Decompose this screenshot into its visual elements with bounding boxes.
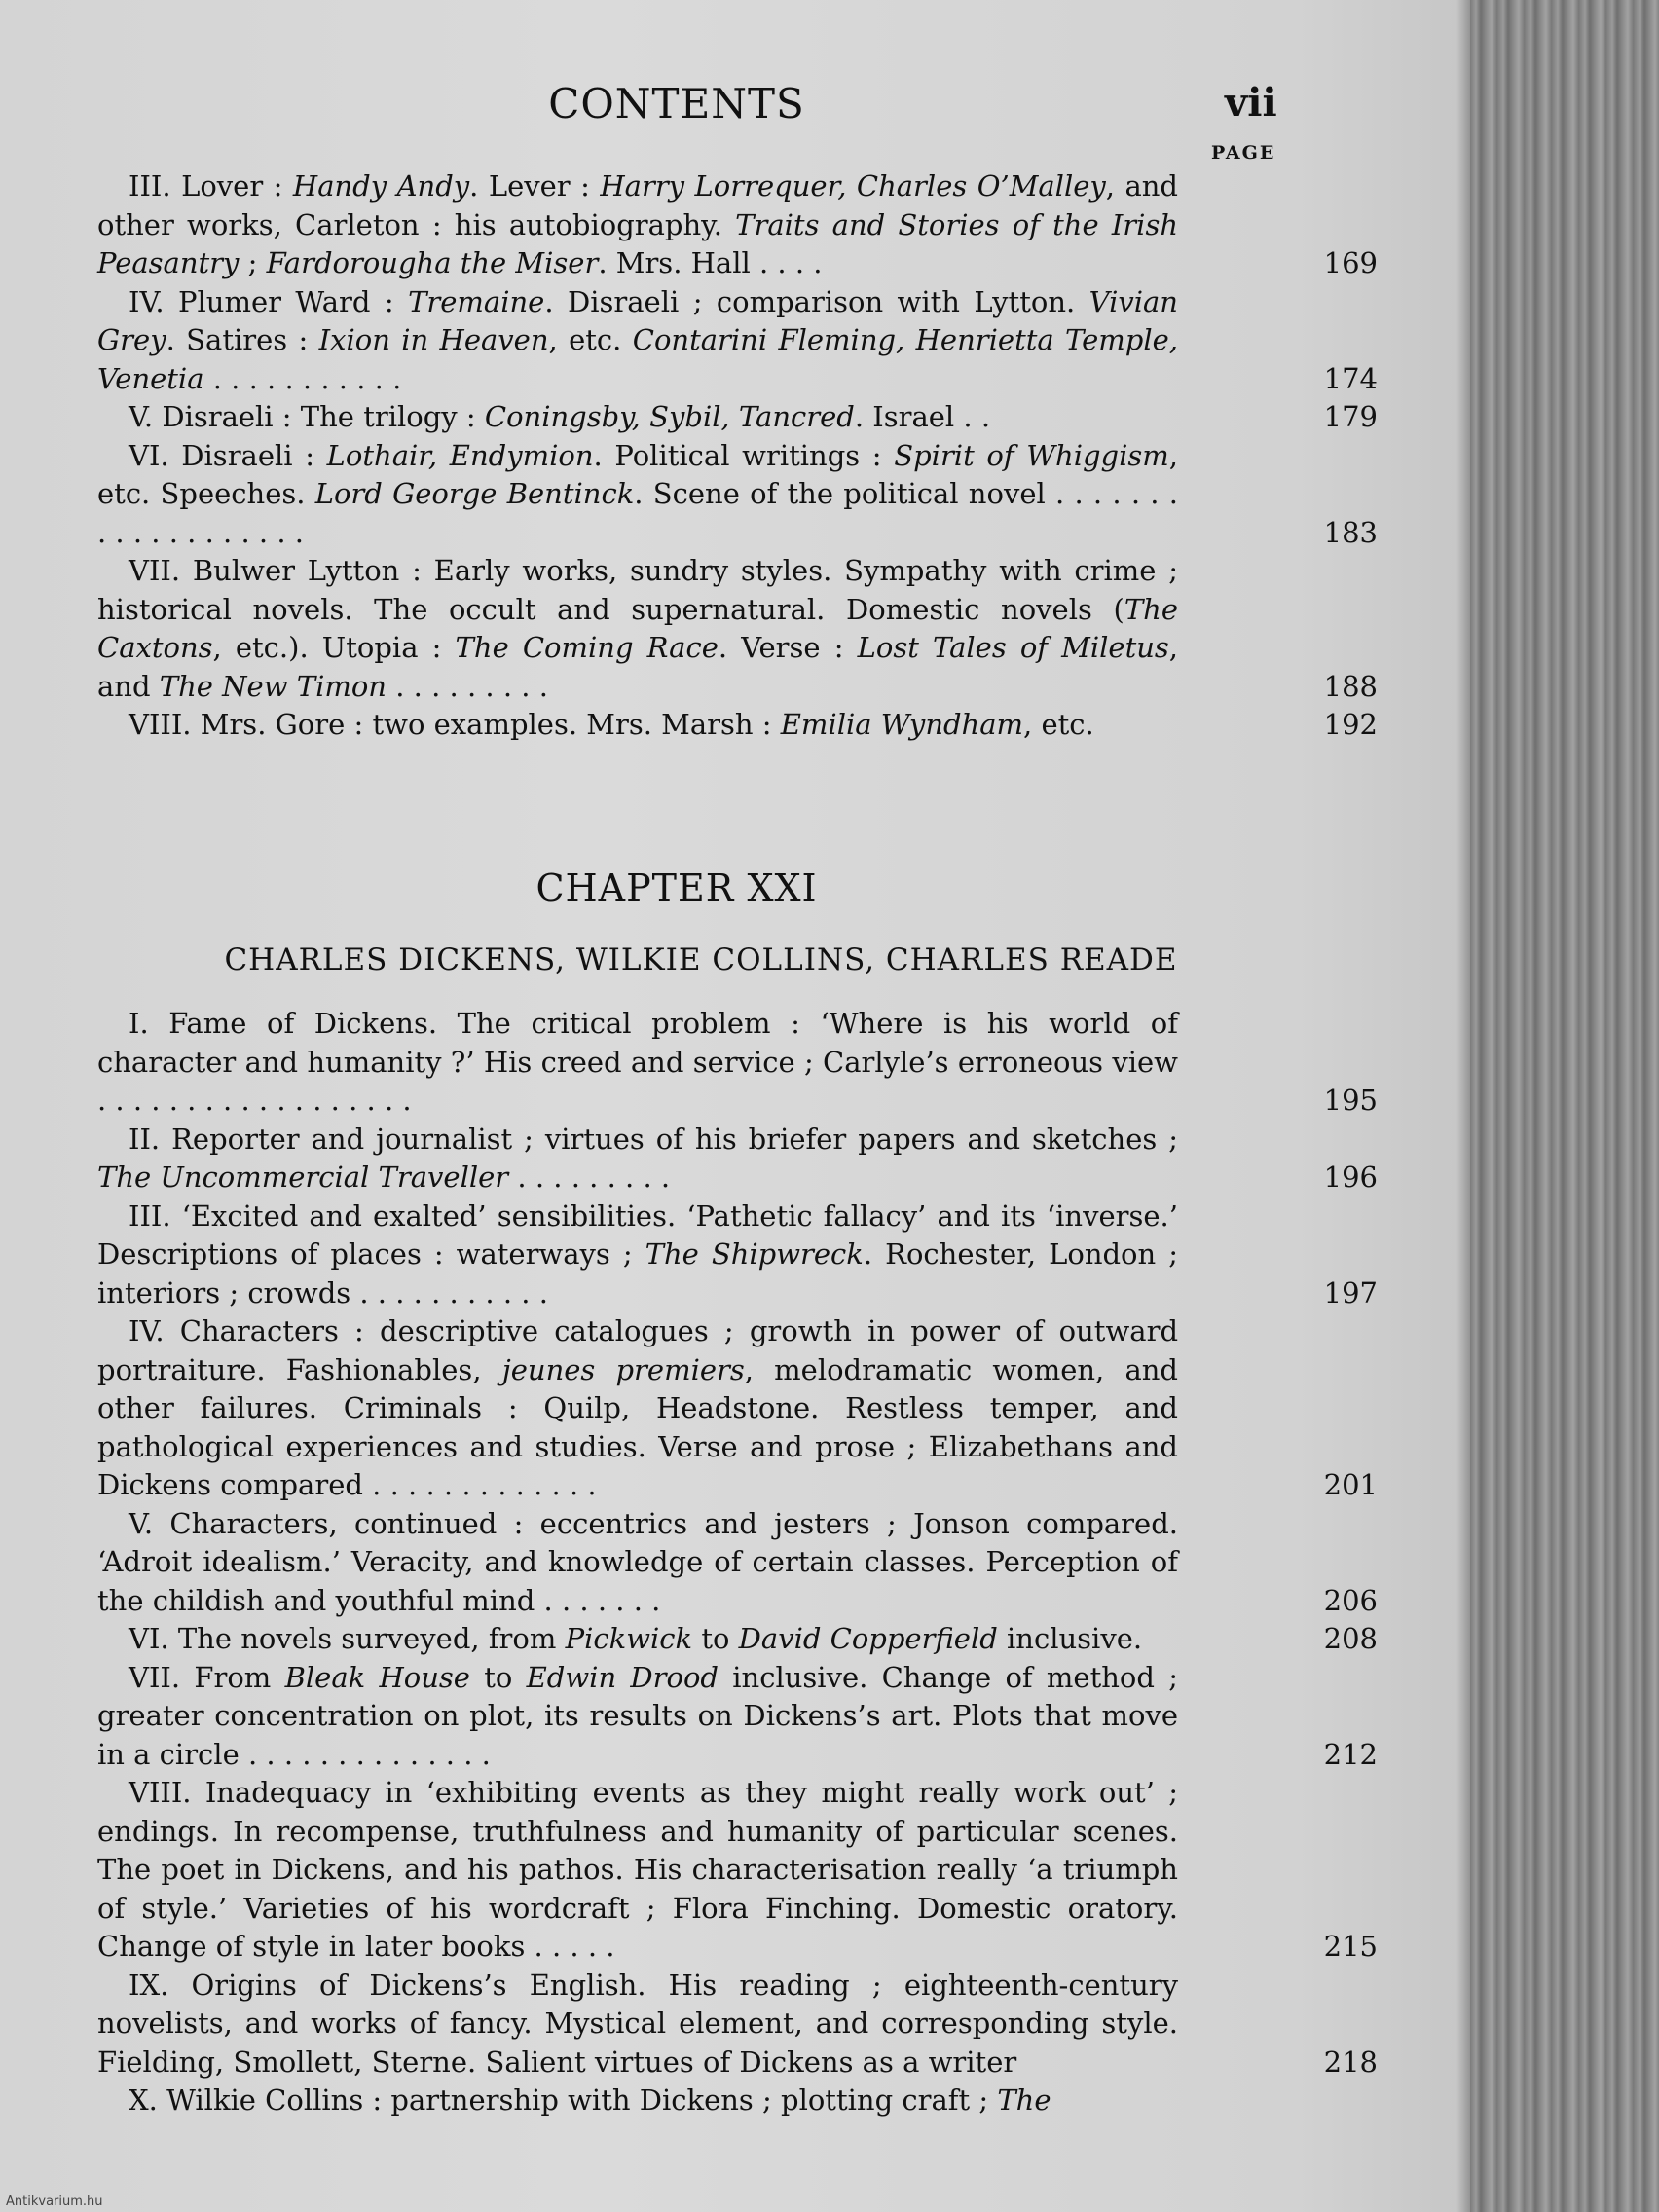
entry-page-number: 218 <box>1323 2045 1378 2079</box>
entry-description: Plumer Ward : Tremaine. Disraeli ; comparison with Lytton. Vivian Grey. Satires : Ixion in Heaven, etc. Contarini Fleming, Henrietta Temple, Venetia . . . . . . . . . . . <box>97 284 1179 395</box>
entry-page-number: 208 <box>1323 1622 1378 1655</box>
entry-section-number: IX. <box>129 1968 192 2002</box>
entry-section-number: I. <box>129 1007 169 1040</box>
entry-description: Origins of Dickens’s English. His reading ; eighteenth-century novelists, and works of fancy. Mystical element, and corresponding style. Fielding, Smollett, Sterne. Salient virtues of Dickens as a writer <box>97 1968 1178 2079</box>
contents-entry <box>97 398 1378 437</box>
contents-entry <box>97 1620 1378 1659</box>
entry-description: Wilkie Collins : partnership with Dickens ; plotting craft ; The <box>166 2083 1051 2117</box>
running-head: CONTENTS <box>548 80 805 128</box>
contents-entry <box>97 552 1378 706</box>
entry-description: Mrs. Gore : two examples. Mrs. Marsh : Emilia Wyndham, etc. <box>200 708 1094 741</box>
entry-page-number: 206 <box>1323 1583 1378 1617</box>
entry-description: Lover : Handy Andy. Lever : Harry Lorrequer, Charles O’Malley, and other works, Carleton : his autobiography. Traits and Stories of the Irish Peasantry ; Fardorougha the Miser. Mrs. Hall . . . . <box>97 169 1179 279</box>
entry-section-number: VIII. <box>129 708 201 741</box>
entry-section-number: II. <box>129 1122 172 1156</box>
contents-entry <box>97 1505 1378 1621</box>
entry-page-number: 201 <box>1323 1468 1378 1501</box>
entry-page-number: 179 <box>1323 400 1378 433</box>
entry-description: Disraeli : The trilogy : Coningsby, Sybil, Tancred. Israel . . <box>162 400 991 433</box>
entry-section-number: VII. <box>129 554 193 587</box>
contents-entry <box>97 1312 1378 1505</box>
contents-previous-chapter <box>0 167 1470 745</box>
entry-section-number: III. <box>129 169 182 203</box>
entry-page-number: 192 <box>1323 708 1378 741</box>
entry-description: The novels surveyed, from Pickwick to David Copperfield inclusive. <box>177 1622 1143 1655</box>
entry-section-number: VI. <box>129 1622 178 1655</box>
entry-description: ‘Excited and exalted’ sensibilities. ‘Pathetic fallacy’ and its ‘inverse.’ Descriptions of places : waterways ; The Shipwreck. Rochester, London ; interiors ; crowds . . . . . . . . . . . <box>97 1198 1178 1309</box>
entry-page-number: 215 <box>1323 1930 1378 1963</box>
entry-section-number: III. <box>129 1198 182 1233</box>
entry-section-number: IV. <box>129 1314 180 1347</box>
contents-entry <box>97 167 1378 283</box>
entry-page-number: 197 <box>1323 1275 1378 1309</box>
entry-page-number: 169 <box>1323 246 1378 279</box>
contents-entry <box>97 437 1378 553</box>
entry-page-number: 212 <box>1323 1737 1378 1771</box>
contents-entry <box>97 1198 1378 1313</box>
entry-description: Inadequacy in ‘exhibiting events as they might really work out’ ; endings. In recompense, truthfulness and humanity of particular scenes. The poet in Dickens, and his pathos. His characterisation really ‘a triumph of style.’ Varieties of his wordcraft ; Flora Finching. Domestic oratory. Change of style in later books . . . . . <box>97 1776 1178 1963</box>
entry-section-number: V. <box>129 1506 170 1540</box>
entry-section-number: IV. <box>129 284 178 318</box>
entry-page-number: 188 <box>1323 669 1378 703</box>
entry-description: Characters : descriptive catalogues ; growth in power of outward portraiture. Fashionables, jeunes premiers, melodramatic women, and other failures. Criminals : Quilp, Headstone. Restless temper, and pathological experiences and studies. Verse and prose ; Elizabethans and Dickens compared . . . . . . . . . . . . . <box>97 1314 1179 1501</box>
contents-entry <box>97 2082 1178 2120</box>
entry-description: Bulwer Lytton : Early works, sundry styles. Sympathy with crime ; historical novels. The occult and supernatural. Domestic novels (The Caxtons, etc.). Utopia : The Coming Race. Verse : Lost Tales of Miletus, and The New Timon . . . . . . . . . <box>97 554 1178 703</box>
entry-section-number: VII. <box>129 1660 195 1694</box>
contents-entry <box>97 706 1378 745</box>
contents-entry <box>97 1774 1378 1967</box>
chapter-title: CHAPTER XXI <box>535 866 818 909</box>
entry-page-number: 183 <box>1323 515 1378 549</box>
contents-entry <box>97 1659 1378 1775</box>
entry-page-number: 174 <box>1323 361 1378 395</box>
entry-description: Fame of Dickens. The critical problem : ‘Where is his world of character and humanity ?’ His creed and service ; Carlyle’s erroneous view . . . . . . . . . . . . . . . . . . <box>97 1007 1178 1117</box>
entry-page-number: 195 <box>1323 1084 1378 1117</box>
entry-section-number: VIII. <box>129 1776 205 1809</box>
chapter-subtitle: CHARLES DICKENS, WILKIE COLLINS, CHARLES READE <box>224 942 1178 977</box>
entry-section-number: V. <box>129 400 163 433</box>
book-spine-shadow <box>1470 0 1659 2212</box>
page-column-label: PAGE <box>1211 142 1276 164</box>
contents-entry <box>97 283 1378 399</box>
entry-page-number: 196 <box>1323 1161 1378 1194</box>
page-number: vii <box>1225 80 1277 126</box>
entry-description: Disraeli : Lothair, Endymion. Political writings : Spirit of Whiggism, etc. Speeches. Lord George Bentinck. Scene of the political novel . . . . . . . . . . . . . . . . . . . <box>97 438 1178 549</box>
entry-description: Reporter and journalist ; virtues of his briefer papers and sketches ; The Uncommercial Traveller . . . . . . . . . <box>97 1122 1178 1194</box>
contents-entry <box>97 1967 1378 2083</box>
contents-chapter-xxi <box>0 1005 1470 2120</box>
contents-entry <box>97 1121 1378 1198</box>
entry-section-number: VI. <box>129 438 182 472</box>
watermark: Antikvarium.hu <box>6 2194 103 2209</box>
entry-description: From Bleak House to Edwin Drood inclusive. Change of method ; greater concentration on plot, its results on Dickens’s art. Plots that move in a circle . . . . . . . . . . . . . . <box>97 1660 1178 1771</box>
contents-entry <box>97 1005 1378 1121</box>
entry-section-number: X. <box>129 2083 167 2117</box>
entry-description: Characters, continued : eccentrics and jesters ; Jonson compared. ‘Adroit idealism.’ Veracity, and knowledge of certain classes. Perception of the childish and youthful mind . . . . . . . <box>97 1506 1178 1617</box>
